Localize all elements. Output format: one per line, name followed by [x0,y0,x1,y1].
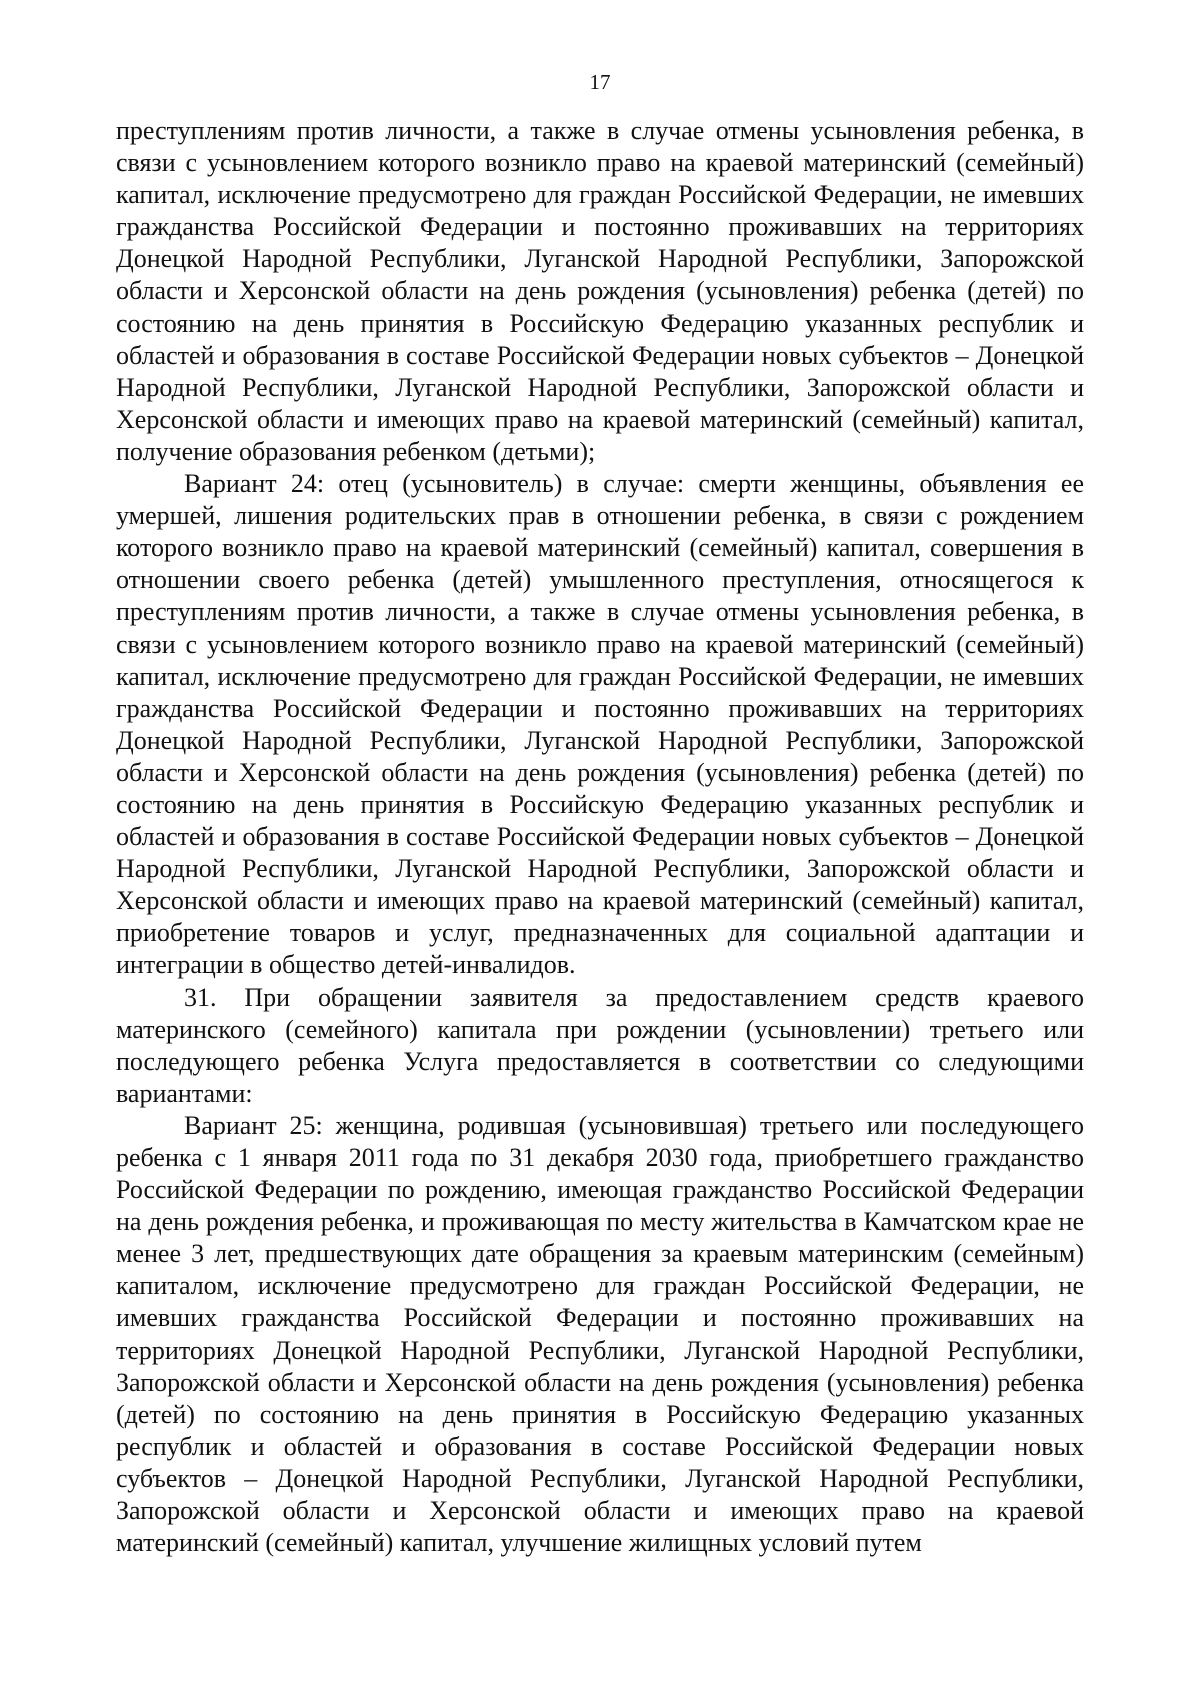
page-number: 17 [589,70,611,94]
paragraph-variant-24: Вариант 24: отец (усыновитель) в случае: смерти женщины, объявления ее умершей, лишения родительских прав в отношении ребенка, в связи с рождением которого возникло право на краевой материнский (семейный) капитал, совершения в отношении своего ребенка (детей) умышленного преступления, относящегося к преступлениям против личности, а также в случае отмены усыновления ребенка, в связи с усыновлением которого возникло право на краевой материнский (семейный) капитал, исключение предусмотрено для граждан Российской Федерации, не имевших гражданства Российской Федерации и постоянно проживавших на территориях Донецкой Народной Республики, Луганской Народной Республики, Запорожской области и Херсонской области на день рождения (усыновления) ребенка (детей) по состоянию на день принятия в Российскую Федерацию указанных республик и областей и образования в составе Российской Федерации новых субъектов – Донецкой Народной Республики, Луганской Народной Республики, Запорожской области и Херсонской области и имеющих право на краевой материнский (семейный) капитал, приобретение товаров и услуг, предназначенных для социальной адаптации и интеграции в общество детей-инвалидов. [116,469,1084,980]
document-body [116,115,1084,1559]
paragraph-continuation: преступлениям против личности, а также в случае отмены усыновления ребенка, в связи с усыновлением которого возникло право на краевой материнский (семейный) капитал, исключение предусмотрено для граждан Российской Федерации, не имевших гражданства Российской Федерации и постоянно проживавших на территориях Донецкой Народной Республики, Луганской Народной Республики, Запорожской области и Херсонской области на день рождения (усыновления) ребенка (детей) по состоянию на день принятия в Российскую Федерацию указанных республик и областей и образования в составе Российской Федерации новых субъектов – Донецкой Народной Республики, Луганской Народной Республики, Запорожской области и Херсонской области и имеющих право на краевой материнский (семейный) капитал, получение образования ребенком (детьми); [116,116,1084,466]
paragraph-item-31: 31. При обращении заявителя за предоставлением средств краевого материнского (семейного) капитала при рождении (усыновлении) третьего или последующего ребенка Услуга предоставляется в соответствии со следующими вариантами: [116,982,1084,1108]
paragraph-variant-25: Вариант 25: женщина, родившая (усыновившая) третьего или последующего ребенка с 1 января 2011 года по 31 декабря 2030 года, приобретшего гражданство Российской Федерации по рождению, имеющая гражданство Российской Федерации на день рождения ребенка, и проживающая по месту жительства в Камчатском крае не менее 3 лет, предшествующих дате обращения за краевым материнским (семейным) капиталом, исключение предусмотрено для граждан Российской Федерации, не имевших гражданства Российской Федерации и постоянно проживавших на территориях Донецкой Народной Республики, Луганской Народной Республики, Запорожской области и Херсонской области на день рождения (усыновления) ребенка (детей) по состоянию на день принятия в Российскую Федерацию указанных республик и областей и образования в составе Российской Федерации новых субъектов – Донецкой Народной Республики, Луганской Народной Республики, Запорожской области и Херсонской области и имеющих право на краевой материнский (семейный) капитал, улучшение жилищных условий путем [116,1110,1084,1558]
